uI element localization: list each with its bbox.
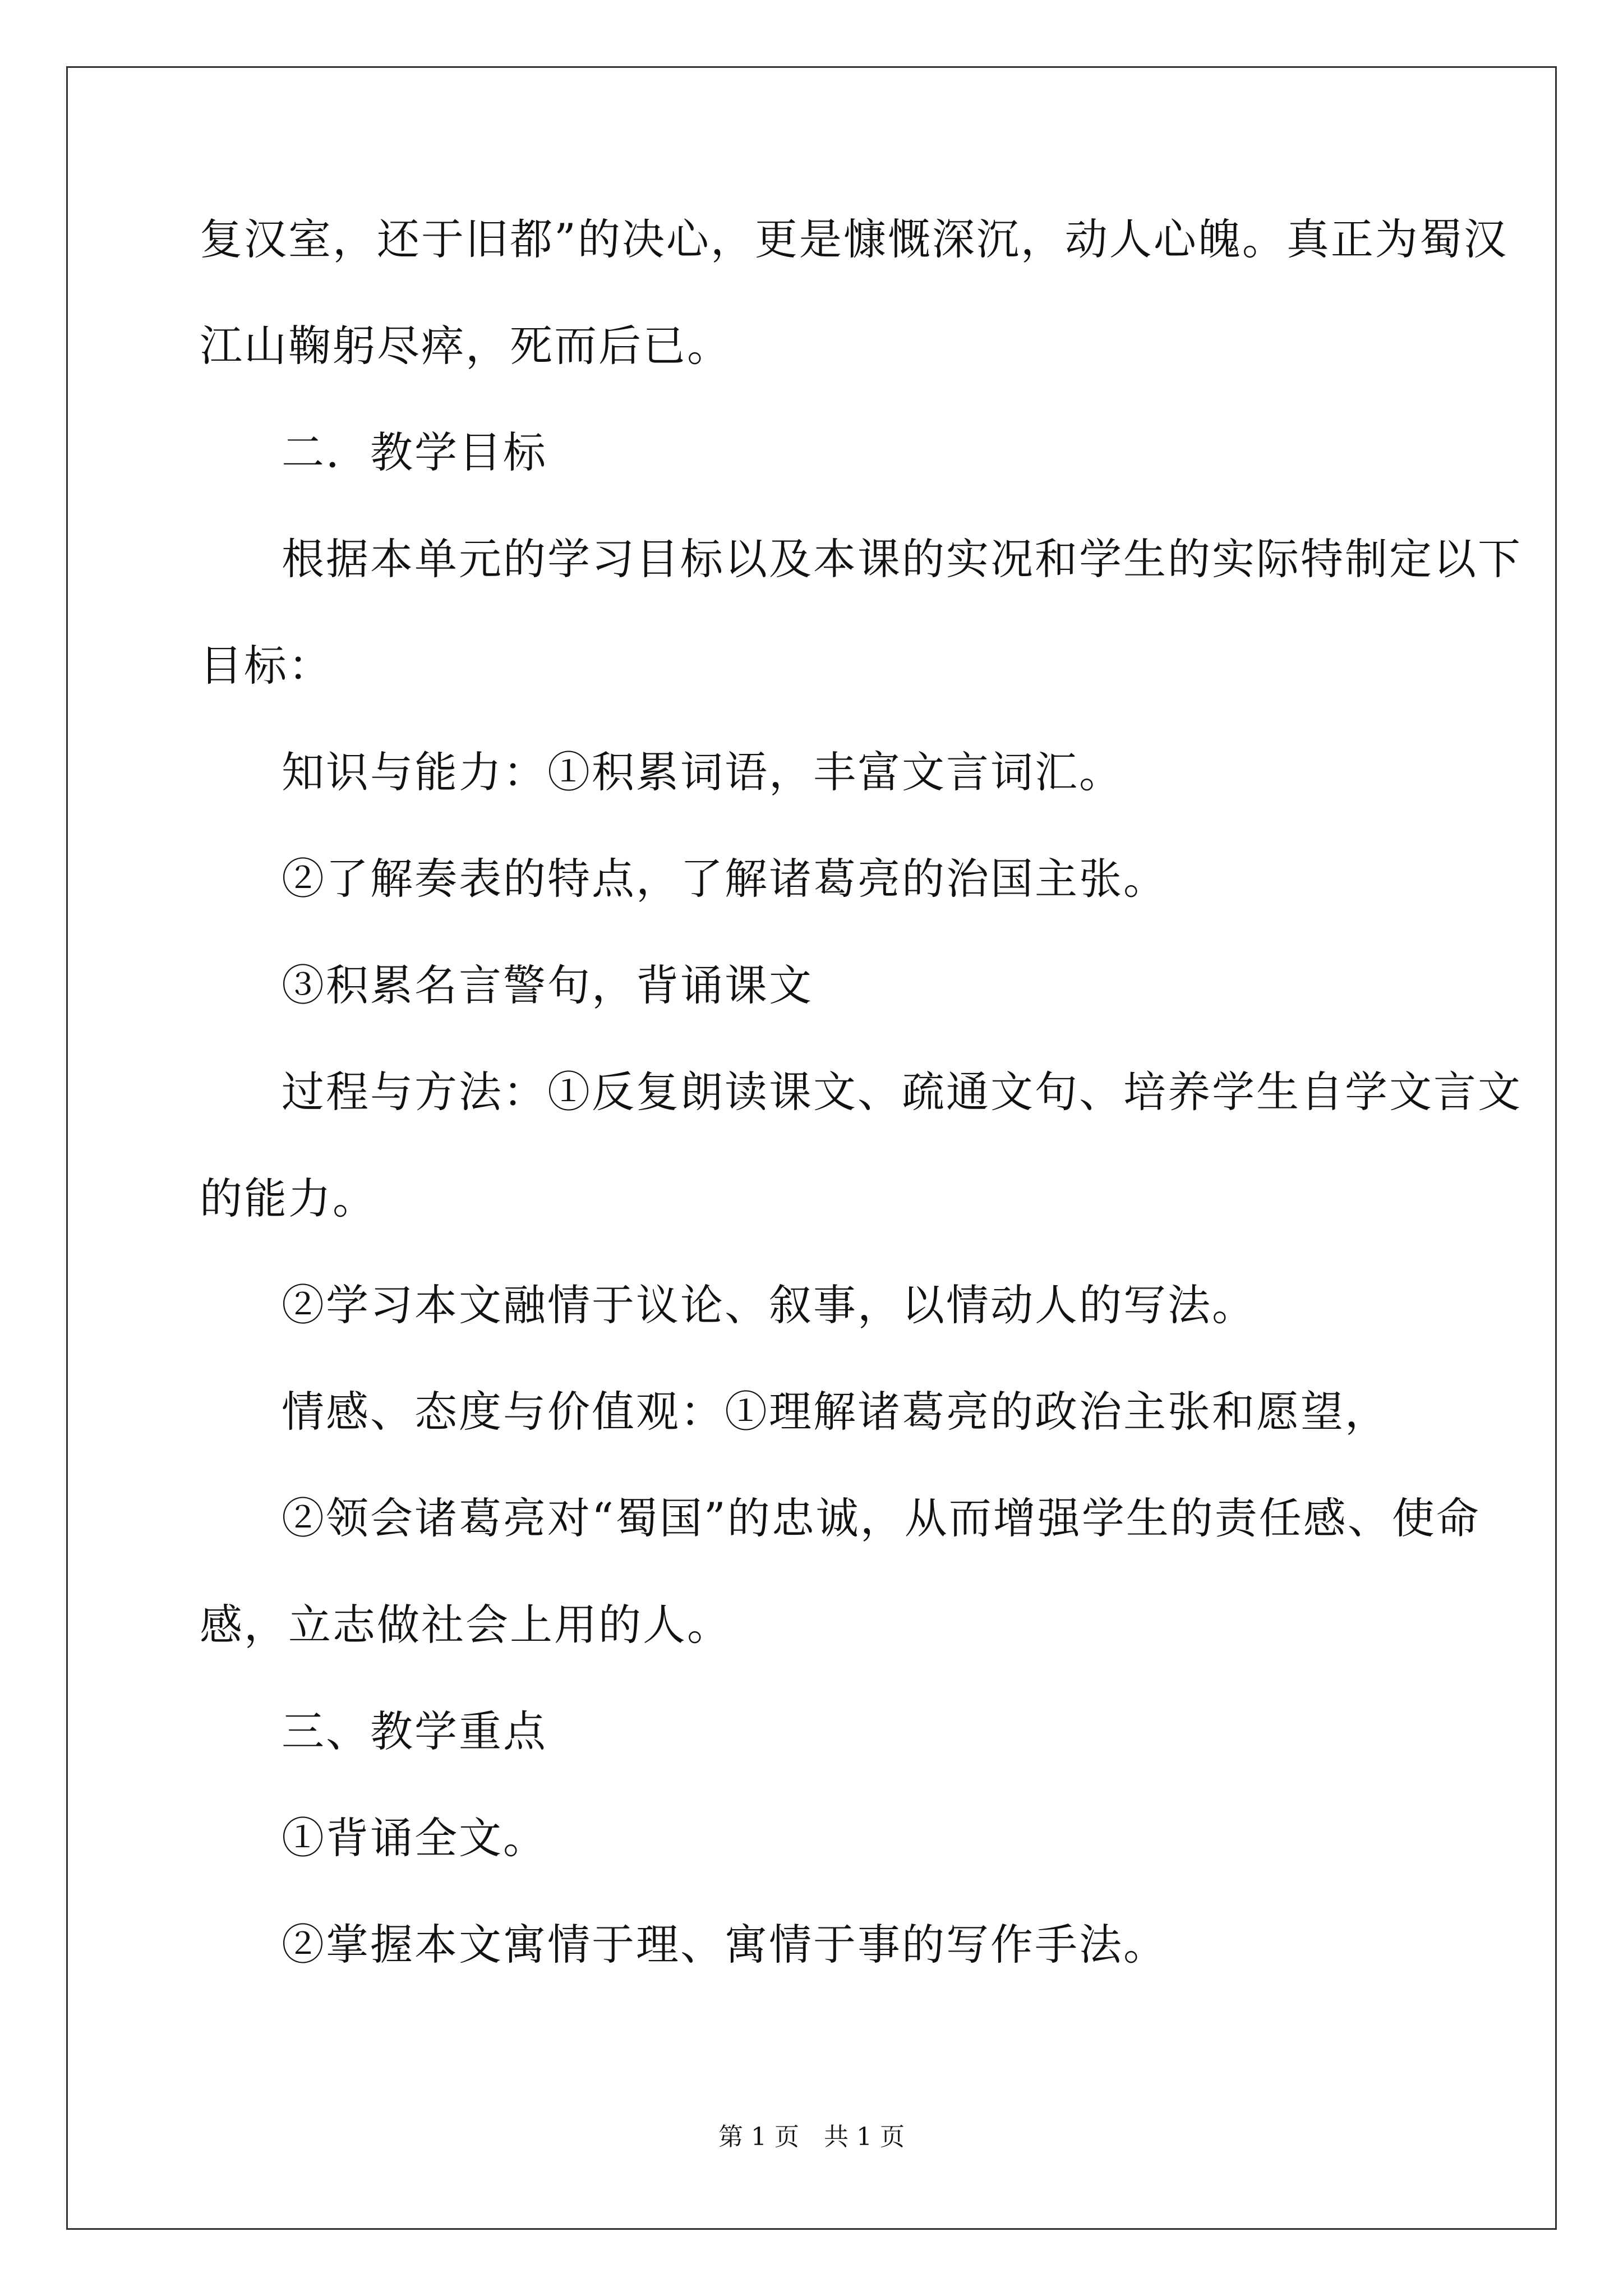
- text-line: ②学习本文融情于议论、叙事，以情动人的写法。: [282, 1280, 1256, 1330]
- text-line: ②了解奏表的特点，了解诸葛亮的治国主张。: [282, 854, 1168, 904]
- text-line: 目标：: [200, 641, 333, 691]
- page-border: [66, 66, 1557, 2230]
- text-line: 过程与方法：①反复朗读课文、疏通文句、培养学生自学文言文: [282, 1067, 1522, 1117]
- text-line: 复汉室，还于旧都”的决心，更是慷慨深沉，动人心魄。真正为蜀汉: [200, 214, 1508, 264]
- text-line: 情感、态度与价值观：①理解诸葛亮的政治主张和愿望，: [282, 1387, 1389, 1437]
- text-line: ①背诵全文。: [282, 1813, 547, 1863]
- text-line: ②掌握本文寓情于理、寓情于事的写作手法。: [282, 1920, 1168, 1970]
- text-line: 江山鞠躬尽瘁，死而后已。: [200, 321, 731, 371]
- text-line: ②领会诸葛亮对“蜀国”的忠诚，从而增强学生的责任感、使命: [282, 1493, 1481, 1543]
- text-line: 知识与能力：①积累词语，丰富文言词汇。: [282, 747, 1123, 797]
- text-line: 感，立志做社会上用的人。: [200, 1600, 731, 1650]
- text-line: ③积累名言警句，背诵课文: [282, 960, 813, 1010]
- section-heading: 二．教学目标: [282, 427, 547, 477]
- text-line: 根据本单元的学习目标以及本课的实况和学生的实际特制定以下: [282, 534, 1522, 584]
- text-line: 的能力。: [200, 1174, 377, 1223]
- section-heading: 三、教学重点: [282, 1706, 547, 1756]
- page-number: 第 1 页 共 1 页: [718, 2123, 905, 2151]
